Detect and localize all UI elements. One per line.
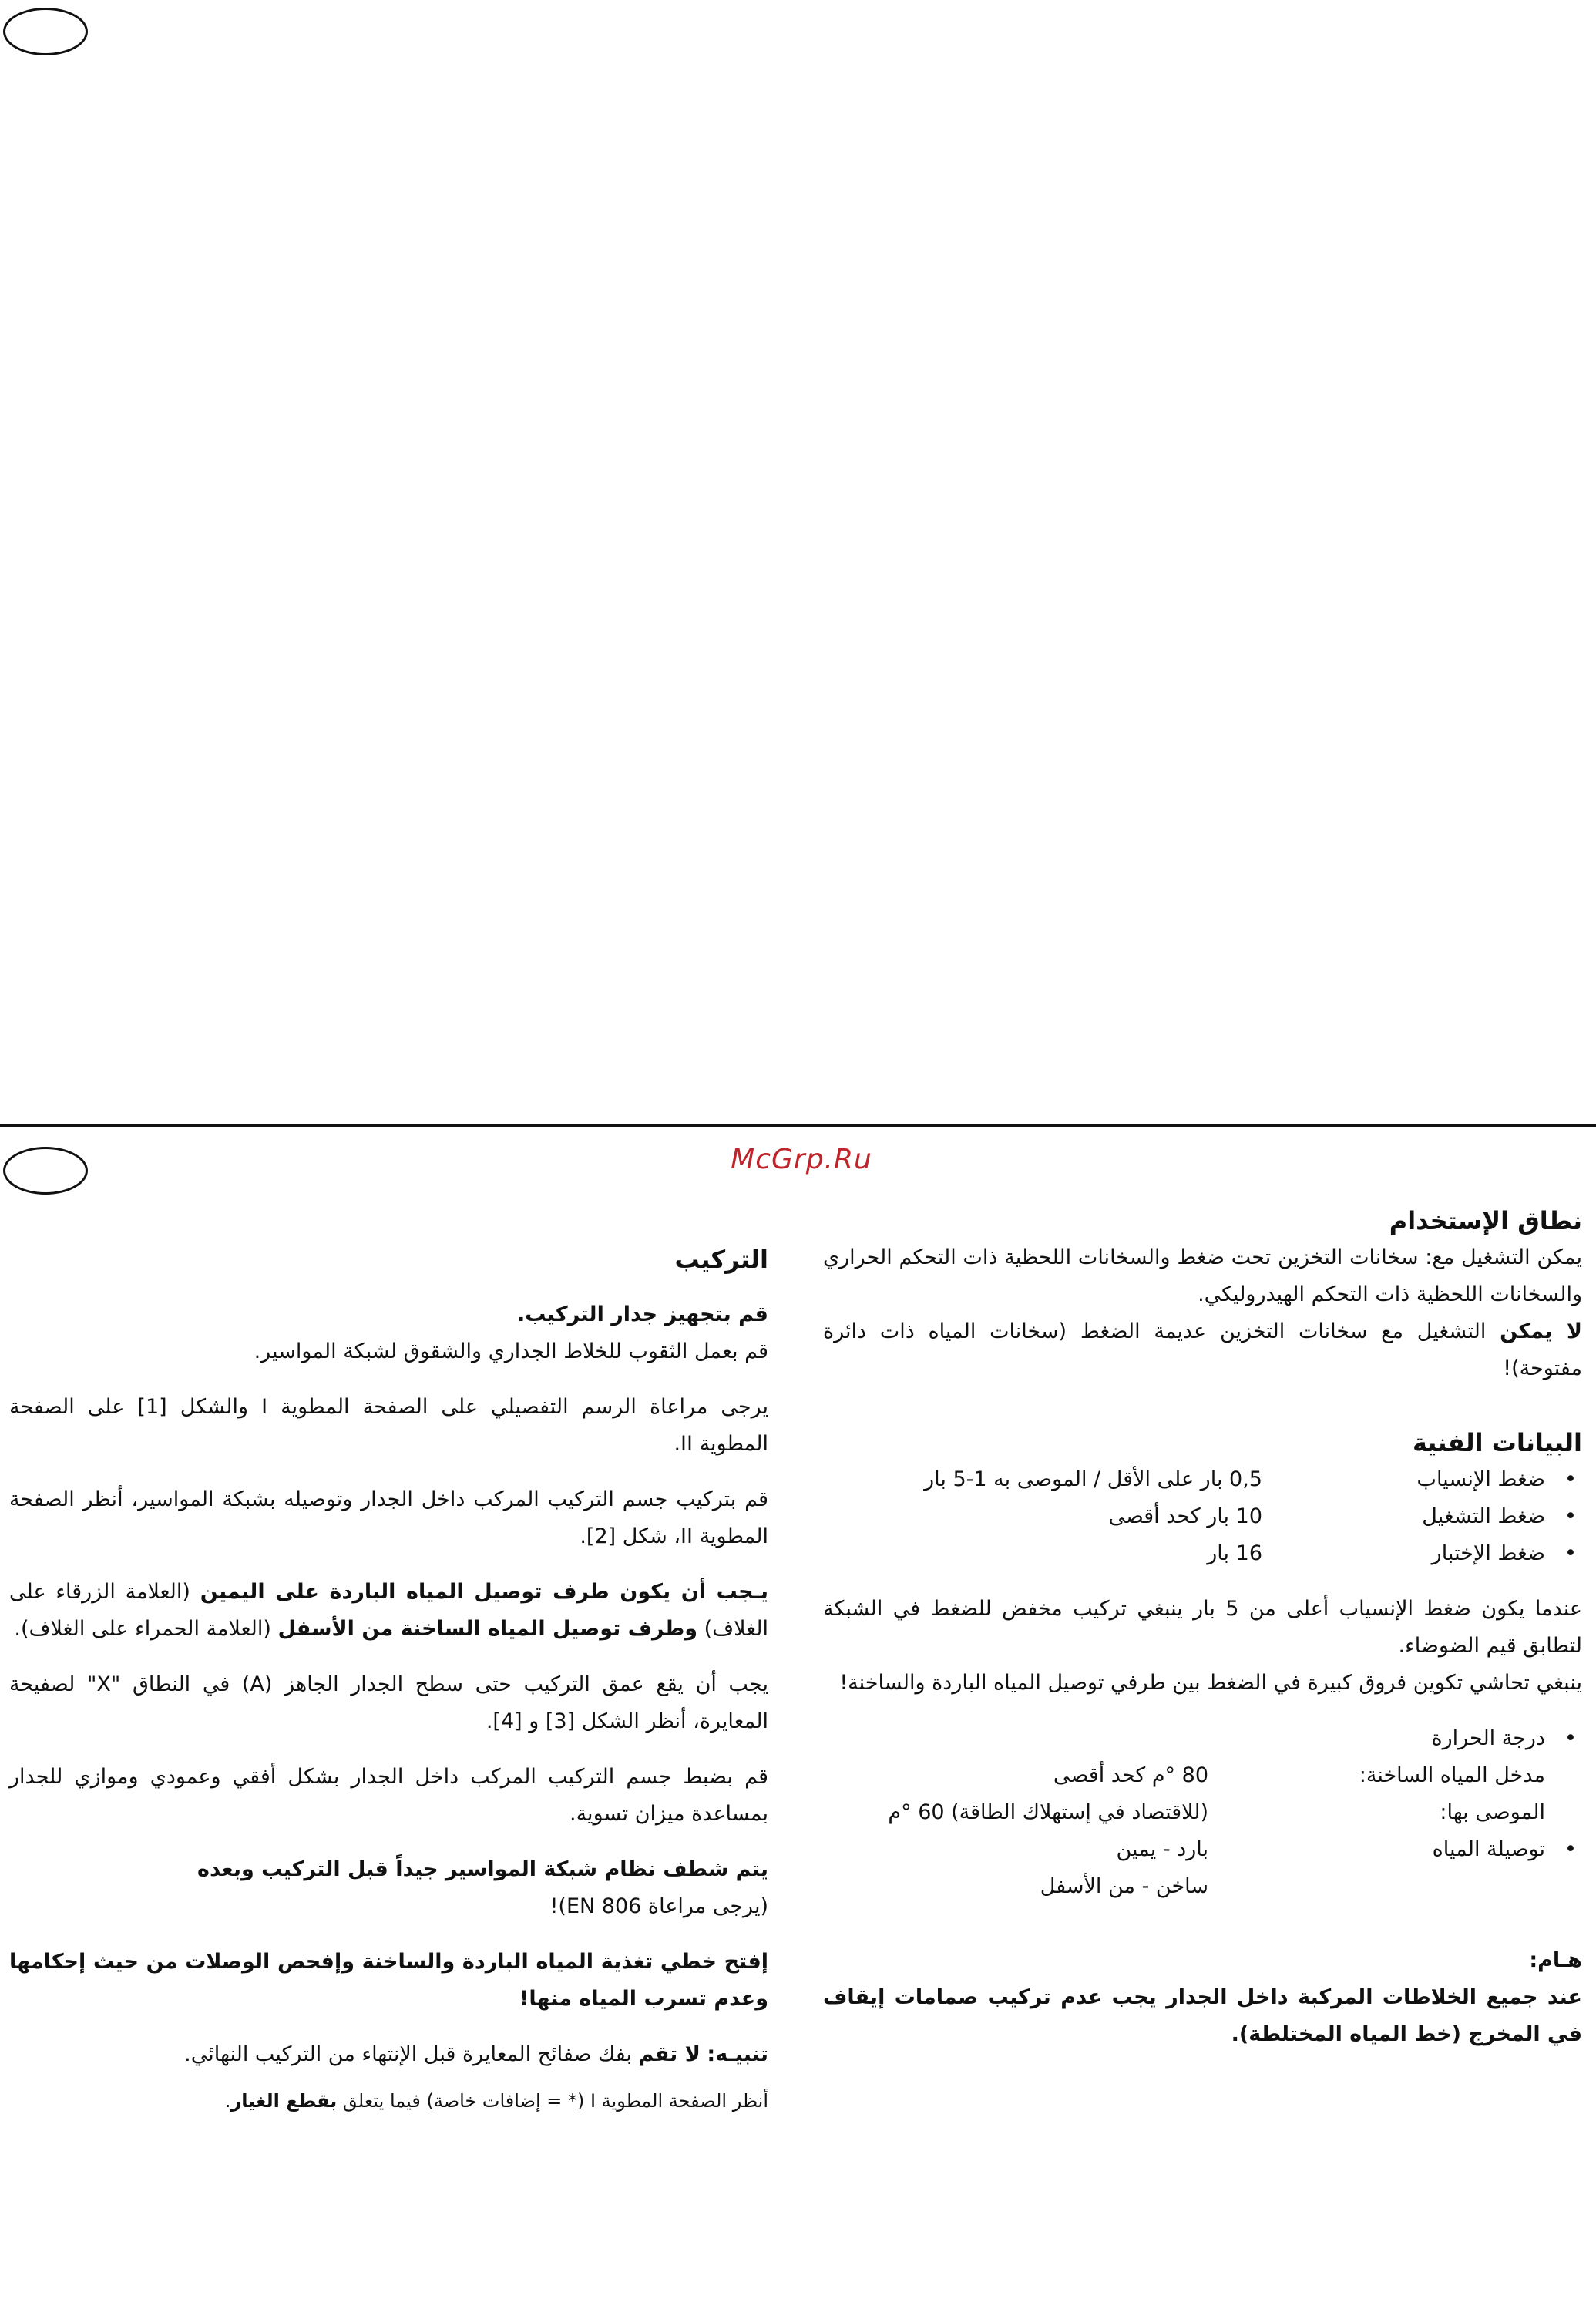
- install-step: قم بضبط جسم التركيب المركب داخل الجدار بشكل أفقي وعمودي وموازي للجدار بمساعدة ميزان تسوية.: [9, 1765, 768, 1826]
- install-step: [9, 1851, 768, 1925]
- spec-value: 10 بار كحد أقصى: [1108, 1504, 1262, 1528]
- install-step-bold: قم بتجهيز جدار التركيب.: [517, 1302, 768, 1326]
- left-column: [9, 1241, 768, 2119]
- page-divider: [0, 1124, 1596, 1127]
- flush-text: (يرجى مراعاة EN 806)!: [549, 1894, 768, 1918]
- install-step: قم بتركيب جسم التركيب المركب داخل الجدار وتوصيله بشبكة المواسير، أنظر الصفحة المطوية II، شكل [2].: [9, 1487, 768, 1548]
- page-marker-oval-top: [3, 8, 88, 55]
- pressure-note: عندما يكون ضغط الإنسياب أعلى من 5 بار ينبغي تركيب مخفض للضغط في الشبكة لتطابق قيم الضوضاء.: [823, 1597, 1582, 1658]
- bullet-icon: •: [1564, 1467, 1577, 1491]
- temperature-label: درجة الحرارة: [1431, 1726, 1545, 1750]
- recommended-value: (للاقتصاد في إستهلاك الطاقة) 60 °م: [888, 1800, 1208, 1824]
- temperature-row: [823, 1720, 1582, 1757]
- caution-label: تنبيـه:: [707, 2042, 768, 2066]
- install-step-text: قم بعمل الثقوب للخلاط الجداري والشقوق لشبكة المواسير.: [254, 1339, 768, 1363]
- pressure-difference-note: ينبغي تحاشي تكوين فروق كبيرة في الضغط بين طرفي توصيل المياه الباردة والساخنة!: [839, 1671, 1582, 1695]
- spec-row: [823, 1461, 1582, 1498]
- recommended-label: الموصى بها:: [1440, 1800, 1545, 1824]
- spec-label: ضغط الإختبار: [1431, 1541, 1545, 1565]
- install-step: [9, 1574, 768, 1648]
- connection-hot: ساخن - من الأسفل: [1040, 1874, 1208, 1898]
- right-column: [823, 1202, 1582, 2053]
- install-step: إفتح خطي تغذية المياه الباردة والساخنة وإفحص الوصلات من حيث إحكامها وعدم تسرب المياه منها!: [9, 1950, 768, 2011]
- scope-warning-bold: لا يمكن: [1500, 1319, 1582, 1343]
- spec-label: ضغط الإنسياب: [1416, 1467, 1545, 1491]
- hot-inlet-row: [823, 1757, 1582, 1794]
- page-marker-oval: [3, 1147, 88, 1195]
- connection-row: [823, 1831, 1582, 1868]
- hot-inlet-value: 80 °م كحد أقصى: [1053, 1763, 1208, 1787]
- spec-label: ضغط التشغيل: [1422, 1504, 1545, 1528]
- scope-warning-text: التشغيل مع سخانات التخزين عديمة الضغط (سخانات المياه ذات دائرة مفتوحة)!: [823, 1319, 1582, 1380]
- scope-heading: نطاق الإستخدام: [1389, 1206, 1582, 1235]
- watermark: McGrp.Ru: [731, 1144, 872, 1175]
- install-step: يجب أن يقع عمق التركيب حتى سطح الجدار الجاهز (A) في النطاق "X" لصفيحة المعايرة، أنظر الشكل [3] و [4].: [9, 1672, 769, 1733]
- scope-warning: [823, 1313, 1582, 1387]
- install-heading: التركيب: [674, 1245, 768, 1274]
- important-label: هـام:: [1529, 1948, 1582, 1972]
- important-note: عند جميع الخلاطات المركبة داخل الجدار يجب عدم تركيب صمامات إيقاف في المخرج (خط المياه المختلطة).: [823, 1985, 1582, 2046]
- hot-connection-bold: وطرف توصيل المياه الساخنة من الأسفل: [277, 1617, 698, 1641]
- spec-row: [823, 1498, 1582, 1535]
- important-mixed-line: خط المياه المختلطة: [1248, 2022, 1452, 2046]
- flush-bold: يتم شطف نظام شبكة المواسير جيداً قبل التركيب وبعده: [197, 1857, 768, 1881]
- cold-connection-text: (العلامة الزرقاء على الغلاف): [9, 1580, 768, 1641]
- spare-parts-text: أنظر الصفحة المطوية I (* = إضافات خاصة) فيما يتعلق: [337, 2090, 768, 2112]
- bullet-icon: •: [1564, 1504, 1577, 1528]
- connection-cold: بارد - يمين: [1116, 1837, 1208, 1861]
- spare-parts-bold: بقطع الغيار: [230, 2090, 338, 2112]
- spec-value: 0,5 بار على الأقل / الموصى به 1-5 بار: [924, 1467, 1262, 1491]
- bullet-icon: •: [1564, 1726, 1577, 1750]
- important-text: عند جميع الخلاطات المركبة داخل الجدار يجب عدم تركيب صمامات إيقاف في المخرج: [823, 1985, 1582, 2046]
- spare-parts-note: أنظر الصفحة المطوية I (* = إضافات خاصة) فيما يتعلق بقطع الغيار.: [224, 2090, 768, 2112]
- scope-paragraph: يمكن التشغيل مع: سخانات التخزين تحت ضغط والسخانات اللحظية ذات التحكم الحراري والسخانات اللحظية ذات التحكم الهيدروليكي.: [823, 1245, 1582, 1306]
- spec-row: [823, 1535, 1582, 1572]
- caution-text: بفك صفائح المعايرة قبل الإنتهاء من التركيب النهائي.: [184, 2042, 639, 2066]
- caution-note: [9, 2036, 768, 2073]
- connection-row-2: [823, 1868, 1582, 1905]
- bullet-icon: •: [1564, 1837, 1577, 1861]
- connection-label: توصيلة المياه: [1432, 1837, 1545, 1861]
- caution-bold: لا تقم: [638, 2042, 701, 2066]
- important-end: ).: [1231, 2022, 1249, 2046]
- hot-connection-text: (العلامة الحمراء على الغلاف).: [14, 1617, 278, 1641]
- hot-inlet-label: مدخل المياه الساخنة:: [1359, 1763, 1545, 1787]
- install-step: يرجى مراعاة الرسم التفصيلي على الصفحة المطوية I والشكل [1] على الصفحة المطوية II.: [9, 1395, 769, 1456]
- cold-connection-bold: يـجب أن يكون طرف توصيل المياه الباردة على اليمين: [200, 1580, 769, 1604]
- recommended-row: [823, 1794, 1582, 1831]
- tech-heading: البيانات الفنية: [1413, 1428, 1582, 1457]
- bullet-icon: •: [1564, 1541, 1577, 1565]
- install-step: [9, 1296, 768, 1370]
- spec-value: 16 بار: [1207, 1541, 1262, 1565]
